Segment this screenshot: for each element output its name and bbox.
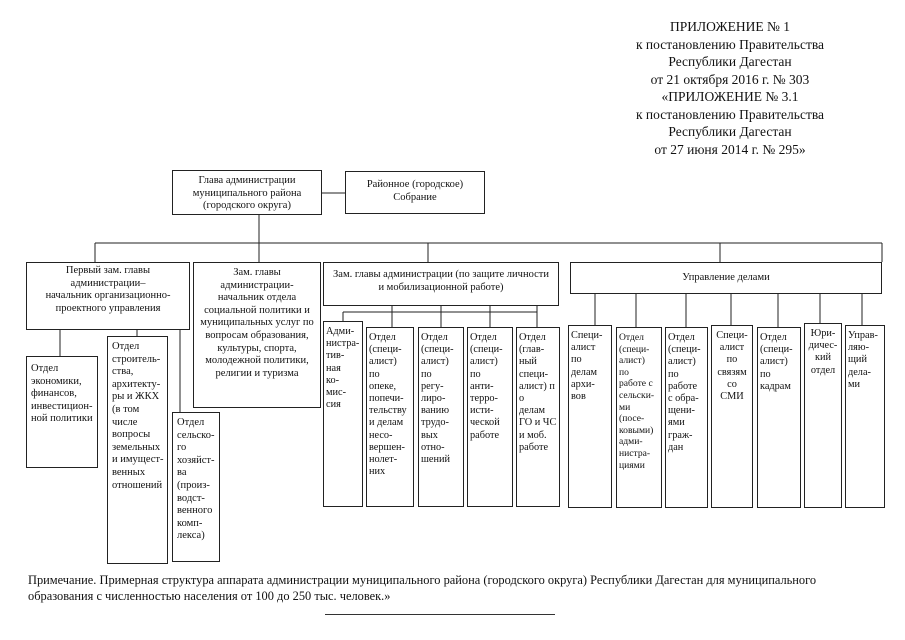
footnote: Примечание. Примерная структура аппарата администрации муниципального района (городского округа) Республики Дагестан для муниципального образования с численностью населения от 100 до 250 тыс. человек.» [28, 573, 817, 603]
dept-economy-box: Отдел экономики, финансов, инвестицион- ной политики [26, 356, 98, 468]
header-line: Республики Дагестан [668, 124, 792, 139]
dept-archives-box: Специ- алист по делам архи- вов [568, 325, 612, 508]
dept-office-manager-box: Управ- ляю- щий дела- ми [845, 325, 885, 508]
dept-civil-defense-box: Отдел (глав- ный специ- алист) по делам ГО и ЧС и моб. работе [516, 327, 560, 507]
header-line: от 21 октября 2016 г. № 303 [650, 71, 810, 87]
deputy-social-box: Зам. главы администрации- начальник отдела социальной политики и муниципальных услуг по вопросам образования, культуры, спорта, молодежной политики, религии и туризма [193, 262, 321, 408]
dept-agriculture-box: Отдел сельско- го хозяйст- ва (произ- водст- венного комп- лекса) [172, 412, 220, 562]
dept-antiterror-box: Отдел (специ- алист) по анти- терро- исти- ческой работе [467, 327, 513, 507]
council-box: Районное (городское) Собрание [345, 171, 485, 214]
dept-citizen-appeals-box: Отдел (специ- алист) по работе с обра- щени- ями граж- дан [665, 327, 708, 508]
dept-personnel-box: Отдел (специ- алист) по кадрам [757, 327, 801, 508]
divider [325, 614, 555, 615]
dept-labor-box: Отдел (специ- алист) по регу- лиро- ванию трудо- вых отно- шений [418, 327, 464, 507]
header-line: Республики Дагестан [668, 54, 792, 69]
head-of-administration-box: Глава администрации муниципального района (городского округа) [172, 170, 322, 215]
dept-construction-box: Отдел строитель- ства, архитекту- ры и ЖКХ (в том числе вопросы земельных и имущест- венных отношений [107, 336, 168, 564]
dept-admin-commission-box: Адми- нистра- тив- ная ко- мис- сия [323, 321, 363, 507]
header-line: к постановлению Правительства [635, 106, 825, 122]
header-line: «ПРИЛОЖЕНИЕ № 3.1 [661, 89, 799, 104]
affairs-box: Управление делами [570, 262, 882, 294]
dept-media-relations-box: Специ- алист по связям со СМИ [711, 325, 753, 508]
header-line: к постановлению Правительства [635, 36, 825, 52]
header-line: от 27 июня 2014 г. № 295» [654, 141, 806, 157]
dept-rural-admin-box: Отдел (специ- алист) по работе с сельски- ми (посе- ковыми) адми- нистра- циями [616, 327, 662, 508]
dept-guardianship-box: Отдел (специ- алист) по опеке, попечи- тельству и делам несо- вершен- нолет- них [366, 327, 414, 507]
deputy-security-box: Зам. главы администрации (по защите личности и мобилизационной работе) [323, 262, 559, 306]
header-line: ПРИЛОЖЕНИЕ № 1 [669, 19, 791, 34]
dept-legal-box: Юри- дичес- кий отдел [804, 323, 842, 508]
first-deputy-box: Первый зам. главы администрации– начальник организационно- проектного управления [26, 262, 190, 330]
